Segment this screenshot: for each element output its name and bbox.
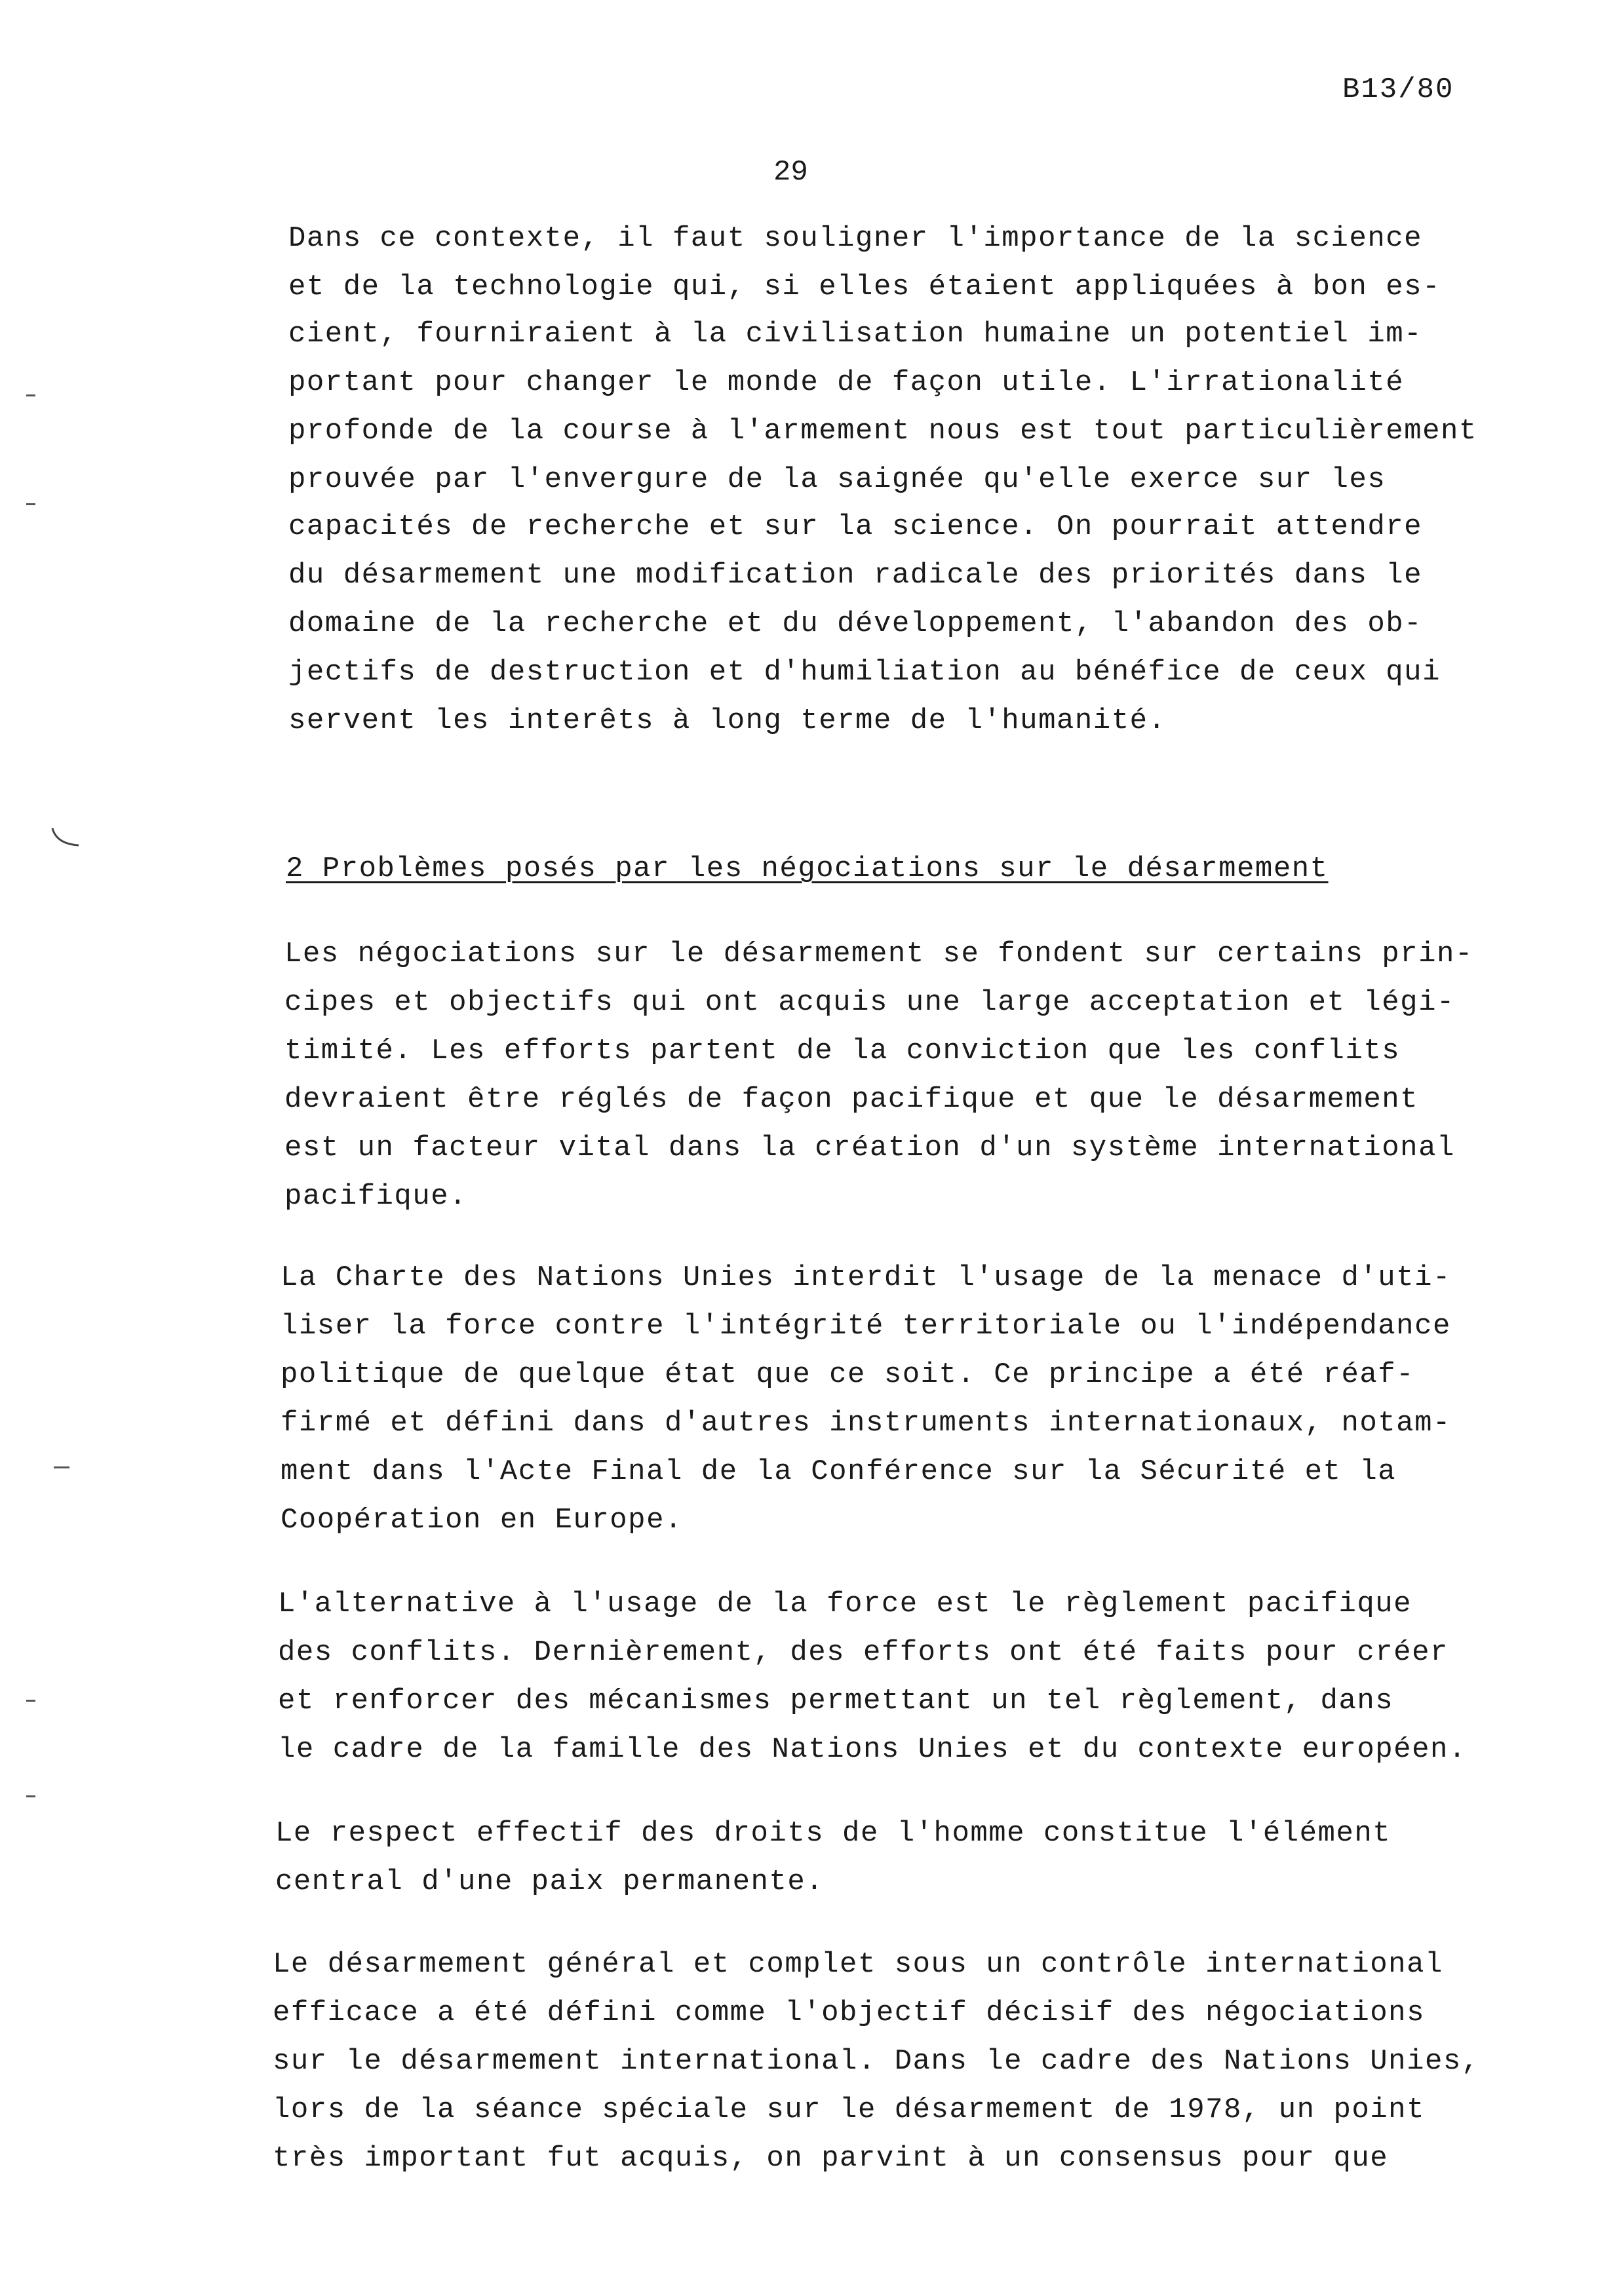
text-line: du désarmement une modification radicale des priorités dans le <box>288 559 1423 592</box>
text-line: firmé et défini dans d'autres instruments internationaux, notam- <box>281 1407 1451 1440</box>
text-line: ment dans l'Acte Final de la Conférence sur la Sécurité et la <box>281 1455 1397 1488</box>
document-reference: B13/80 <box>1342 73 1454 106</box>
text-line: portant pour changer le monde de façon utile. L'irrationalité <box>288 366 1405 399</box>
text-line: cient, fourniraient à la civilisation humaine un potentiel im- <box>288 318 1423 351</box>
text-line: servent les interêts à long terme de l'humanité. <box>288 704 1167 737</box>
text-line: politique de quelque état que ce soit. Ce principe a été réaf- <box>281 1358 1415 1391</box>
text-line: est un facteur vital dans la création d'un système international <box>284 1132 1455 1164</box>
text-line: cipes et objectifs qui ont acquis une large acceptation et légi- <box>284 986 1455 1019</box>
page-number: 29 <box>773 156 808 189</box>
section-heading: 2 Problèmes posés par les négociations sur le désarmement <box>286 852 1329 885</box>
text-line: des conflits. Dernièrement, des efforts ont été faits pour créer <box>278 1636 1449 1669</box>
text-line: jectifs de destruction et d'humiliation au bénéfice de ceux qui <box>288 656 1441 689</box>
text-line: et renforcer des mécanismes permettant un tel règlement, dans <box>278 1685 1394 1717</box>
text-line: Le respect effectif des droits de l'homme constitue l'élément <box>275 1817 1391 1850</box>
margin-mark <box>26 503 35 505</box>
margin-mark <box>26 1700 35 1702</box>
text-line: le cadre de la famille des Nations Unies et du contexte européen. <box>278 1733 1467 1766</box>
text-line: Le désarmement général et complet sous un contrôle international <box>273 1948 1443 1981</box>
margin-curve <box>50 826 83 852</box>
text-line: La Charte des Nations Unies interdit l'usage de la menace d'uti- <box>281 1261 1451 1294</box>
text-line: Dans ce contexte, il faut souligner l'importance de la science <box>288 222 1423 255</box>
text-line: lors de la séance spéciale sur le désarmement de 1978, un point <box>273 2094 1425 2126</box>
text-line: domaine de la recherche et du développement, l'abandon des ob- <box>288 607 1423 640</box>
text-line: pacifique. <box>284 1180 468 1213</box>
text-line: central d'une paix permanente. <box>275 1866 825 1898</box>
text-line: Coopération en Europe. <box>281 1504 683 1537</box>
text-line: liser la force contre l'intégrité territoriale ou l'indépendance <box>281 1310 1451 1343</box>
margin-mark <box>26 1795 35 1797</box>
text-line: très important fut acquis, on parvint à un consensus pour que <box>273 2142 1389 2175</box>
text-line: et de la technologie qui, si elles étaient appliquées à bon es- <box>288 271 1441 303</box>
text-line: capacités de recherche et sur la science. On pourrait attendre <box>288 510 1423 543</box>
text-line: sur le désarmement international. Dans le cadre des Nations Unies, <box>273 2045 1480 2078</box>
text-line: efficace a été défini comme l'objectif décisif des négociations <box>273 1997 1425 2029</box>
text-line: Les négociations sur le désarmement se fondent sur certains prin- <box>284 938 1473 970</box>
text-line: devraient être réglés de façon pacifique et que le désarmement <box>284 1083 1419 1116</box>
margin-mark <box>54 1466 69 1468</box>
text-line: L'alternative à l'usage de la force est le règlement pacifique <box>278 1588 1412 1620</box>
text-line: profonde de la course à l'armement nous est tout particulièrement <box>288 415 1477 448</box>
text-line: prouvée par l'envergure de la saignée qu'elle exerce sur les <box>288 463 1386 496</box>
text-line: timité. Les efforts partent de la conviction que les conflits <box>284 1035 1401 1067</box>
margin-mark <box>26 394 35 396</box>
